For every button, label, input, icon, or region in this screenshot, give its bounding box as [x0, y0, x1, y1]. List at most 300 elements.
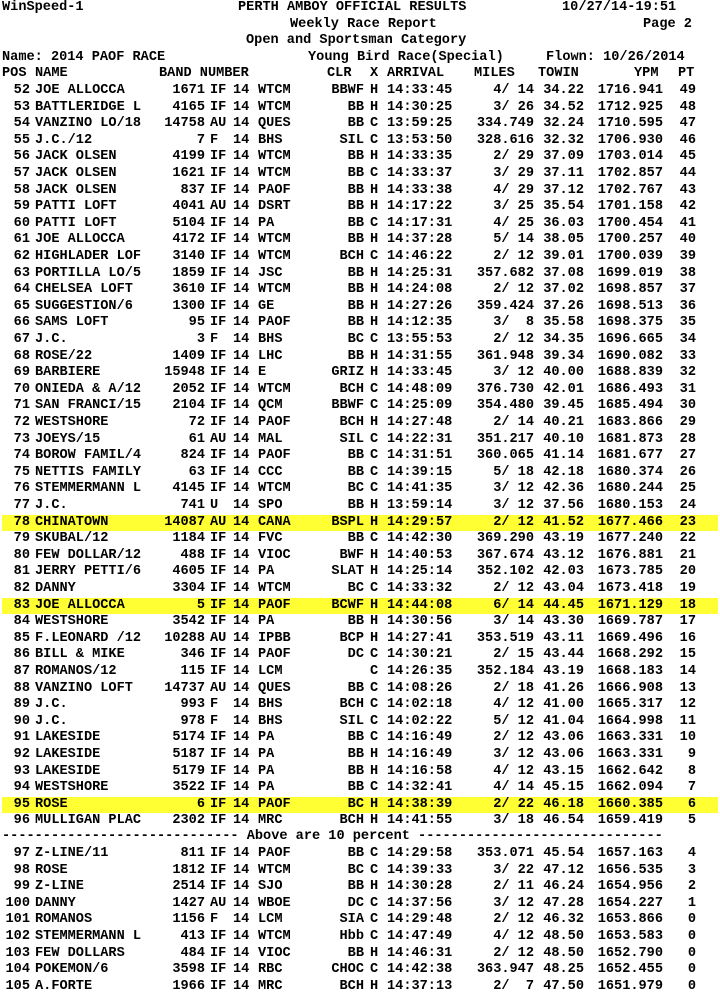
cell-name: LAKESIDE: [35, 747, 101, 762]
cell-ypm: 1654.227: [597, 895, 663, 911]
cell-name: BILL & MIKE: [35, 647, 125, 663]
cell-club: PAOF: [258, 182, 291, 198]
cell-clr: SIL: [339, 132, 364, 148]
cell-band: 72: [188, 415, 205, 430]
cell-arrival: 14:41:55: [387, 813, 453, 829]
cell-clr: BCH: [339, 978, 364, 994]
cell-arrival: 14:25:09: [387, 398, 453, 414]
cell-pt: 41: [679, 215, 696, 231]
table-row: [2, 631, 718, 648]
cell-towin: 36.03: [543, 215, 584, 231]
cell-x: C: [370, 166, 379, 181]
cell-x: C: [370, 962, 379, 978]
cell-club: WTCM: [258, 232, 291, 248]
cell-pos: 97: [13, 846, 30, 861]
cell-towin: 41.14: [543, 448, 584, 464]
cell-year: 14: [233, 431, 250, 447]
cell-prefix: AU: [210, 199, 227, 215]
cell-year: 14: [233, 464, 250, 480]
cell-prefix: IF: [210, 597, 227, 613]
cell-name: ROSE/22: [35, 348, 93, 364]
cell-year: 14: [233, 945, 250, 961]
cell-ypm: 1696.665: [597, 332, 663, 347]
cell-miles: 363.947: [476, 962, 534, 978]
cell-name: VANZINO LOFT: [35, 680, 133, 696]
cell-pt: 40: [679, 232, 696, 248]
cell-pos: 88: [13, 680, 30, 696]
cell-x: H: [370, 564, 379, 580]
cell-year: 14: [233, 895, 250, 911]
cell-name: JACK OLSEN: [35, 149, 117, 165]
cell-x: C: [370, 929, 379, 944]
cell-x: C: [370, 431, 379, 447]
cell-name: WESTSHORE: [35, 780, 109, 796]
cell-arrival: 14:29:58: [387, 846, 453, 861]
table-row: [2, 216, 718, 233]
table-row: [2, 614, 718, 631]
cell-band: 3542: [172, 614, 205, 630]
cell-year: 14: [233, 630, 250, 646]
cell-name: JERRY PETTI/6: [35, 564, 142, 580]
cell-miles: 5/ 18: [493, 464, 534, 480]
cell-arrival: 14:17:31: [387, 215, 453, 231]
cell-name: ONIEDA & A/12: [35, 381, 142, 397]
cell-x: C: [370, 846, 379, 861]
cell-year: 14: [233, 664, 250, 679]
cell-towin: 43.06: [543, 747, 584, 762]
cell-band: 14758: [164, 116, 205, 132]
cell-miles: 3/ 12: [493, 365, 534, 381]
cell-year: 14: [233, 813, 250, 829]
cell-pt: 12: [679, 697, 696, 713]
cell-x: C: [370, 481, 379, 497]
cell-towin: 48.50: [543, 929, 584, 944]
cell-pos: 80: [13, 547, 30, 563]
cell-pt: 20: [679, 564, 696, 580]
cell-pt: 18: [679, 597, 696, 613]
cell-arrival: 14:29:57: [387, 514, 453, 530]
cell-clr: BCH: [339, 697, 364, 713]
cell-miles: 361.948: [476, 348, 534, 364]
cell-clr: BB: [347, 747, 364, 762]
table-row: [2, 912, 718, 929]
cell-prefix: IF: [210, 945, 227, 961]
cell-pos: 60: [13, 215, 30, 231]
cell-prefix: IF: [210, 99, 227, 115]
cell-club: LCM: [258, 664, 283, 679]
cell-prefix: IF: [210, 365, 227, 381]
cell-clr: BB: [347, 99, 364, 115]
cell-arrival: 14:26:35: [387, 664, 453, 679]
column-headers: [2, 66, 718, 83]
cell-name: DANNY: [35, 895, 76, 911]
cell-pos: 61: [13, 232, 30, 248]
cell-year: 14: [233, 929, 250, 944]
cell-clr: DC: [347, 895, 364, 911]
table-row: [2, 166, 718, 183]
page-number: Page 2: [643, 16, 692, 32]
table-row: [2, 398, 718, 415]
table-row: [2, 481, 718, 498]
cell-miles: 334.749: [476, 116, 534, 132]
cell-pt: 3: [687, 862, 696, 878]
cell-band: 3304: [172, 581, 205, 596]
cell-pt: 5: [687, 813, 696, 829]
cell-pos: 79: [13, 531, 30, 547]
cell-year: 14: [233, 647, 250, 663]
cell-name: FEW DOLLARS: [35, 945, 125, 961]
cell-clr: BWF: [339, 547, 364, 563]
cell-name: BOROW FAMIL/4: [35, 448, 142, 464]
cell-pt: 29: [679, 415, 696, 430]
cell-clr: BCP: [339, 630, 364, 646]
cell-year: 14: [233, 398, 250, 414]
cell-prefix: IF: [210, 215, 227, 231]
cell-ypm: 1698.375: [597, 315, 663, 331]
cell-prefix: IF: [210, 348, 227, 364]
cell-towin: 43.11: [543, 630, 584, 646]
cell-prefix: IF: [210, 547, 227, 563]
cell-club: E: [258, 365, 267, 381]
cell-miles: 2/ 12: [493, 581, 534, 596]
cell-clr: SIA: [339, 912, 364, 928]
col-name: NAME: [35, 66, 68, 82]
cell-clr: BB: [347, 182, 364, 198]
cell-year: 14: [233, 780, 250, 796]
cell-year: 14: [233, 298, 250, 314]
cell-prefix: IF: [210, 282, 227, 298]
cell-pt: 26: [679, 464, 696, 480]
cell-name: VANZINO LO/18: [35, 116, 142, 132]
cell-pt: 24: [679, 498, 696, 513]
cell-pos: 54: [13, 116, 30, 132]
cell-prefix: IF: [210, 381, 227, 397]
cell-pos: 92: [13, 747, 30, 762]
cell-ypm: 1702.767: [597, 182, 663, 198]
cell-arrival: 14:46:22: [387, 249, 453, 264]
cell-band: 3598: [172, 962, 205, 978]
cell-ypm: 1669.787: [597, 614, 663, 630]
cell-towin: 38.05: [543, 232, 584, 248]
percent-divider: ----------------------------- Above are 10 percent ------------------------------: [2, 829, 663, 845]
cell-pt: 19: [679, 581, 696, 596]
cell-x: C: [370, 895, 379, 911]
cell-x: C: [370, 730, 379, 746]
cell-x: C: [370, 215, 379, 231]
cell-band: 4041: [172, 199, 205, 215]
cell-x: C: [370, 581, 379, 596]
cell-towin: 42.36: [543, 481, 584, 497]
cell-pos: 96: [13, 813, 30, 829]
cell-clr: BCH: [339, 813, 364, 829]
cell-prefix: IF: [210, 664, 227, 679]
cell-club: GE: [258, 298, 275, 314]
cell-clr: BB: [347, 879, 364, 895]
cell-name: JACK OLSEN: [35, 166, 117, 181]
cell-pt: 49: [679, 83, 696, 98]
cell-ypm: 1706.930: [597, 132, 663, 148]
cell-clr: BB: [347, 448, 364, 464]
table-row: [2, 266, 718, 283]
cell-pos: 82: [13, 581, 30, 596]
cell-pos: 95: [13, 796, 30, 812]
cell-ypm: 1701.158: [597, 199, 663, 215]
cell-prefix: F: [210, 912, 219, 928]
cell-towin: 46.32: [543, 912, 584, 928]
cell-year: 14: [233, 315, 250, 331]
cell-arrival: 14:27:26: [387, 298, 453, 314]
cell-band: 5: [196, 597, 205, 613]
cell-towin: 40.00: [543, 365, 584, 381]
table-row: [2, 515, 718, 532]
cell-clr: BC: [347, 796, 364, 812]
cell-arrival: 14:30:21: [387, 647, 453, 663]
cell-club: IPBB: [258, 630, 291, 646]
cell-ypm: 1700.454: [597, 215, 663, 231]
cell-pos: 90: [13, 713, 30, 729]
cell-club: PA: [258, 780, 275, 796]
cell-club: SPO: [258, 498, 283, 513]
cell-name: J.C.: [35, 498, 68, 513]
cell-club: BHS: [258, 132, 283, 148]
cell-band: 5179: [172, 763, 205, 779]
table-row: [2, 448, 718, 465]
cell-name: Z-LINE: [35, 879, 84, 895]
cell-clr: BCH: [339, 381, 364, 397]
cell-band: 346: [180, 647, 205, 663]
cell-pt: 0: [687, 945, 696, 961]
cell-club: WTCM: [258, 862, 291, 878]
cell-club: VIOC: [258, 547, 291, 563]
cell-name: WESTSHORE: [35, 614, 109, 630]
cell-prefix: AU: [210, 116, 227, 132]
cell-arrival: 14:30:25: [387, 99, 453, 115]
cell-band: 7: [196, 132, 205, 148]
cell-miles: 2/ 22: [493, 796, 534, 812]
cell-miles: 3/ 12: [493, 747, 534, 762]
cell-prefix: IF: [210, 315, 227, 331]
cell-miles: 3/ 12: [493, 481, 534, 497]
cell-x: C: [370, 697, 379, 713]
cell-arrival: 14:39:15: [387, 464, 453, 480]
cell-prefix: IF: [210, 763, 227, 779]
cell-clr: GRIZ: [331, 365, 364, 381]
table-row: [2, 664, 718, 681]
table-row: [2, 946, 718, 963]
cell-prefix: IF: [210, 846, 227, 861]
cell-miles: 353.071: [476, 846, 534, 861]
cell-pos: 75: [13, 464, 30, 480]
cell-prefix: IF: [210, 265, 227, 281]
cell-x: H: [370, 614, 379, 630]
table-row: [2, 232, 718, 249]
cell-year: 14: [233, 232, 250, 248]
cell-year: 14: [233, 597, 250, 613]
cell-pos: 81: [13, 564, 30, 580]
cell-ypm: 1673.785: [597, 564, 663, 580]
cell-clr: SIL: [339, 431, 364, 447]
cell-name: JOEYS/15: [35, 431, 101, 447]
cell-prefix: F: [210, 332, 219, 347]
cell-towin: 42.01: [543, 381, 584, 397]
cell-prefix: AU: [210, 514, 227, 530]
cell-pos: 104: [5, 962, 30, 978]
table-row: [2, 100, 718, 117]
report-title: Weekly Race Report: [290, 16, 437, 32]
cell-clr: DC: [347, 647, 364, 663]
cell-prefix: F: [210, 713, 219, 729]
cell-club: WTCM: [258, 83, 291, 98]
cell-pt: 7: [687, 780, 696, 796]
cell-pos: 55: [13, 132, 30, 148]
cell-towin: 43.15: [543, 763, 584, 779]
cell-arrival: 14:37:28: [387, 232, 453, 248]
cell-ypm: 1653.583: [597, 929, 663, 944]
cell-arrival: 13:59:25: [387, 116, 453, 132]
cell-club: VIOC: [258, 945, 291, 961]
cell-name: SUGGESTION/6: [35, 298, 133, 314]
cell-band: 4199: [172, 149, 205, 165]
cell-name: BARBIERE: [35, 365, 101, 381]
cell-miles: 4/ 12: [493, 763, 534, 779]
cell-clr: BC: [347, 332, 364, 347]
cell-towin: 35.54: [543, 199, 584, 215]
cell-clr: SIL: [339, 713, 364, 729]
cell-prefix: IF: [210, 166, 227, 181]
cell-year: 14: [233, 531, 250, 547]
table-row: [2, 349, 718, 366]
cell-arrival: 14:27:41: [387, 630, 453, 646]
header-line-3: [2, 33, 718, 50]
cell-year: 14: [233, 713, 250, 729]
cell-arrival: 13:55:53: [387, 332, 453, 347]
cell-ypm: 1671.129: [597, 597, 663, 613]
cell-x: H: [370, 763, 379, 779]
cell-name: JOE ALLOCCA: [35, 232, 125, 248]
table-row: [2, 896, 718, 913]
cell-pos: 72: [13, 415, 30, 430]
cell-band: 115: [180, 664, 205, 679]
cell-pt: 31: [679, 381, 696, 397]
cell-club: WTCM: [258, 381, 291, 397]
cell-arrival: 14:42:38: [387, 962, 453, 978]
cell-towin: 43.44: [543, 647, 584, 663]
cell-ypm: 1712.925: [597, 99, 663, 115]
cell-name: ROSE: [35, 862, 68, 878]
cell-clr: BB: [347, 116, 364, 132]
cell-club: WBOE: [258, 895, 291, 911]
cell-year: 14: [233, 448, 250, 464]
cell-pt: 45: [679, 149, 696, 165]
cell-ypm: 1699.019: [597, 265, 663, 281]
cell-miles: 369.290: [476, 531, 534, 547]
cell-band: 4605: [172, 564, 205, 580]
cell-pos: 52: [13, 83, 30, 98]
cell-miles: 2/ 7: [493, 978, 534, 994]
cell-name: PORTILLA LO/5: [35, 265, 142, 281]
cell-miles: 4/ 25: [493, 215, 534, 231]
table-row: [2, 465, 718, 482]
cell-clr: SLAT: [331, 564, 364, 580]
cell-towin: 41.26: [543, 680, 584, 696]
cell-prefix: IF: [210, 415, 227, 430]
cell-name: ROMANOS/12: [35, 664, 117, 679]
cell-band: 1966: [172, 978, 205, 994]
cell-ypm: 1653.866: [597, 912, 663, 928]
cell-club: PA: [258, 614, 275, 630]
cell-year: 14: [233, 514, 250, 530]
cell-name: J.C.: [35, 332, 68, 347]
col-miles: MILES: [474, 66, 515, 82]
cell-year: 14: [233, 581, 250, 596]
cell-towin: 37.56: [543, 498, 584, 513]
cell-year: 14: [233, 348, 250, 364]
cell-band: 824: [180, 448, 205, 464]
cell-club: PA: [258, 564, 275, 580]
cell-band: 63: [188, 464, 205, 480]
cell-prefix: F: [210, 132, 219, 148]
cell-pt: 46: [679, 132, 696, 148]
cell-club: SJO: [258, 879, 283, 895]
cell-ypm: 1690.082: [597, 348, 663, 364]
cell-club: MRC: [258, 978, 283, 994]
cell-pt: 0: [687, 962, 696, 978]
cell-pos: 102: [5, 929, 30, 944]
cell-miles: 2/ 29: [493, 149, 534, 165]
cell-ypm: 1700.257: [597, 232, 663, 248]
cell-towin: 34.22: [543, 83, 584, 98]
cell-miles: 3/ 29: [493, 166, 534, 181]
cell-clr: BB: [347, 232, 364, 248]
cell-year: 14: [233, 99, 250, 115]
cell-club: LCM: [258, 912, 283, 928]
cell-towin: 37.26: [543, 298, 584, 314]
cell-club: FVC: [258, 531, 283, 547]
cell-clr: BB: [347, 846, 364, 861]
cell-towin: 32.24: [543, 116, 584, 132]
table-row: [2, 780, 718, 797]
cell-miles: 2/ 18: [493, 680, 534, 696]
cell-pos: 71: [13, 398, 30, 414]
table-row: [2, 332, 718, 349]
cell-arrival: 14:40:53: [387, 547, 453, 563]
cell-club: MAL: [258, 431, 283, 447]
cell-clr: BB: [347, 730, 364, 746]
cell-pt: 10: [679, 730, 696, 746]
cell-pos: 63: [13, 265, 30, 281]
cell-name: STEMMERMANN L: [35, 929, 142, 944]
cell-towin: 39.01: [543, 249, 584, 264]
cell-clr: CHOC: [331, 962, 364, 978]
cell-prefix: IF: [210, 298, 227, 314]
cell-year: 14: [233, 265, 250, 281]
cell-arrival: 14:02:22: [387, 713, 453, 729]
cell-arrival: 14:31:51: [387, 448, 453, 464]
cell-clr: BB: [347, 680, 364, 696]
cell-arrival: 14:27:48: [387, 415, 453, 430]
cell-arrival: 14:38:39: [387, 796, 453, 812]
cell-clr: BBWF: [331, 83, 364, 98]
cell-pt: 14: [679, 664, 696, 679]
cell-ypm: 1702.857: [597, 166, 663, 181]
cell-clr: BB: [347, 282, 364, 298]
cell-pt: 28: [679, 431, 696, 447]
cell-ypm: 1669.496: [597, 630, 663, 646]
cell-towin: 41.00: [543, 697, 584, 713]
cell-pt: 27: [679, 448, 696, 464]
cell-pt: 0: [687, 912, 696, 928]
cell-ypm: 1677.466: [597, 514, 663, 530]
